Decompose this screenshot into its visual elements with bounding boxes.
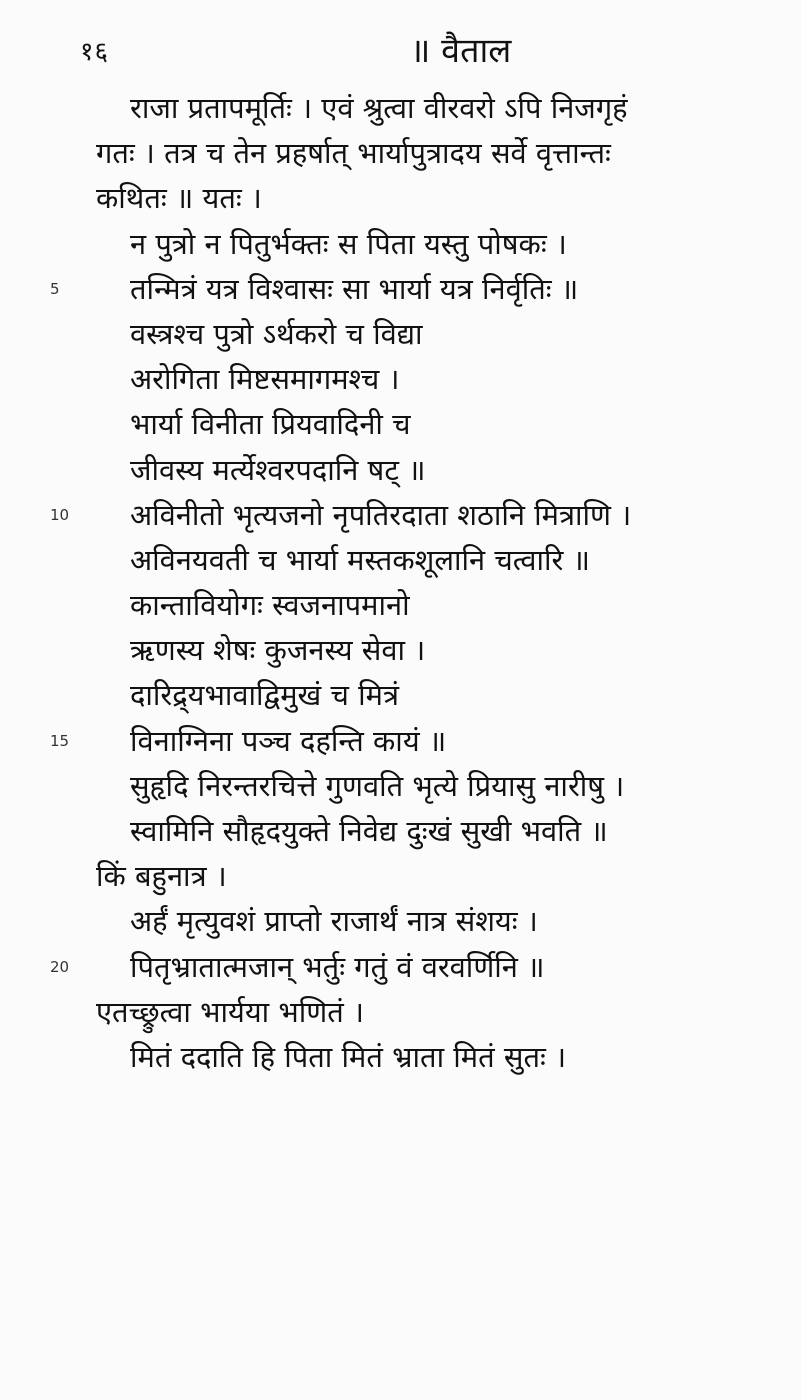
line-text: कथितः ॥ यतः । <box>96 181 262 216</box>
text-line <box>0 448 801 493</box>
line-text: सुहृदि निरन्तरचित्ते गुणवति भृत्ये प्रियासु नारीषु । <box>130 768 625 803</box>
text-line <box>0 628 801 673</box>
text-line <box>0 1035 801 1080</box>
text-line <box>0 131 801 176</box>
line-text: मितं ददाति हि पिता मितं भ्राता मितं सुतः । <box>130 1039 567 1074</box>
text-line <box>0 945 801 990</box>
text-line <box>0 719 801 764</box>
line-number: 20 <box>50 957 70 976</box>
text-line <box>0 86 801 131</box>
text-line <box>0 990 801 1035</box>
text-line <box>0 222 801 267</box>
line-number: 5 <box>50 279 60 298</box>
line-text: एतच्छ्रुत्वा भार्यया भणितं । <box>96 994 364 1029</box>
line-text: दारिद्र्यभावाद्विमुखं च मित्रं <box>130 678 399 713</box>
line-text: अविनीतो भृत्यजनो नृपतिरदाता शठानि मित्राणि । <box>130 497 632 532</box>
text-line <box>0 673 801 718</box>
text-line <box>0 176 801 221</box>
line-text: न पुत्रो न पितुर्भक्तः स पिता यस्तु पोषकः । <box>130 226 567 261</box>
line-text: विनाग्निना पञ्च दहन्ति कायं ॥ <box>130 723 447 758</box>
line-text: गतः । तत्र च तेन प्रहर्षात् भार्यापुत्रादय सर्वे वृत्तान्तः <box>96 136 611 171</box>
line-text: कान्तावियोगः स्वजनापमानो <box>130 588 410 623</box>
text-line <box>0 493 801 538</box>
line-number: 10 <box>50 505 70 524</box>
line-text: वस्त्रश्च पुत्रो ऽर्थकरो च विद्या <box>130 316 423 351</box>
line-text: पितृभ्रातात्मजान् भर्तुः गतुं वं वरवर्णिनि ॥ <box>130 949 545 984</box>
running-title: ॥ वैताल <box>410 31 512 71</box>
line-text: तन्मित्रं यत्र विश्वासः सा भार्या यत्र निर्वृतिः ॥ <box>130 271 579 306</box>
line-text: भार्या विनीता प्रियवादिनी च <box>130 407 411 442</box>
text-line <box>0 312 801 357</box>
line-text: राजा प्रतापमूर्तिः । एवं श्रुत्वा वीरवरो ऽपि निजगृहं <box>130 91 628 125</box>
text-line <box>0 899 801 944</box>
line-text: किं बहुनात्र । <box>96 859 227 894</box>
text-line <box>0 402 801 447</box>
line-text: स्वामिनि सौहृदयुक्ते निवेद्य दुःखं सुखी भवति ॥ <box>130 814 608 848</box>
text-line <box>0 267 801 312</box>
text-line <box>0 854 801 899</box>
page-number: १६ <box>80 37 110 67</box>
text-body <box>0 86 801 1080</box>
text-line <box>0 357 801 402</box>
text-line <box>0 764 801 809</box>
text-line <box>0 538 801 583</box>
line-text: अविनयवती च भार्या मस्तकशूलानि चत्वारि ॥ <box>130 542 591 577</box>
text-line <box>0 583 801 628</box>
line-number: 15 <box>50 731 70 750</box>
line-text: ऋणस्य शेषः कुजनस्य सेवा । <box>130 633 426 668</box>
line-text: जीवस्य मर्त्येश्वरपदानि षट् ॥ <box>130 452 426 487</box>
text-line <box>0 809 801 854</box>
running-head <box>0 26 801 71</box>
line-text: अरोगिता मिष्टसमागमश्च । <box>130 362 400 397</box>
line-text: अर्हं मृत्युवशं प्राप्तो राजार्थं नात्र संशयः । <box>130 904 538 939</box>
